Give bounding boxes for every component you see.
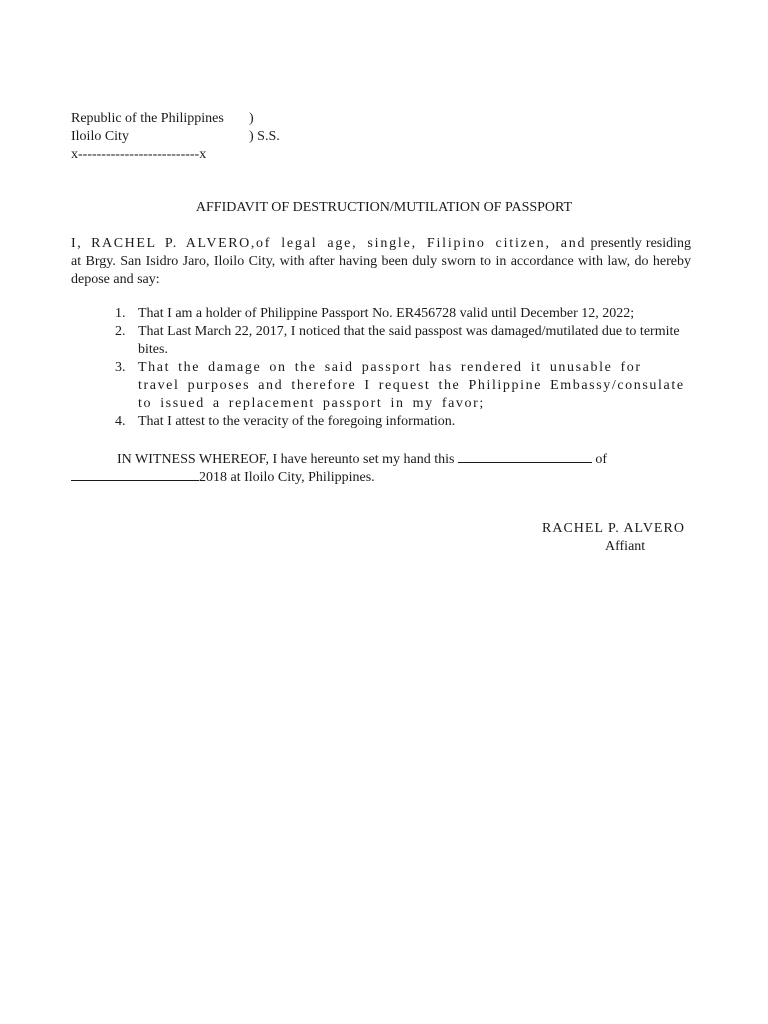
item-number: 3. [115,360,126,375]
item-number: 4. [115,414,126,429]
witness-line-1 [117,450,607,469]
document-title: AFFIDAVIT OF DESTRUCTION/MUTILATION OF PASSPORT [195,200,573,215]
affiant-label: Affiant [605,539,646,554]
venue-republic: Republic of the Philippines [71,111,224,126]
intro-name: I, RACHEL P. ALVERO, [71,236,256,251]
affiant-name: RACHEL P. ALVERO [542,521,685,536]
list-item [71,323,691,359]
witness-of: of [595,452,608,467]
list-item [71,413,691,431]
item-text: That I attest to the veracity of the foregoing information. [138,414,456,429]
statement-list [71,305,691,431]
intro-residence: presently residing at Brgy. San Isidro Jaro, Iloilo City, with after having been duly sworn to in accordance with law, do hereby depose and say: [71,236,692,287]
witness-text: IN WITNESS WHEREOF, I have hereunto set my hand this [117,452,455,467]
intro-status: of legal age, single, Filipino citizen, and [256,236,587,251]
intro-paragraph [71,235,691,289]
item-text: That Last March 22, 2017, I noticed that the said passpost was damaged/mutilated due to termite bites. [138,324,680,357]
venue-city: Iloilo City [71,129,129,144]
list-item [71,305,691,323]
venue-ss: ) S.S. [249,129,280,144]
list-item [71,359,691,413]
venue-separator: x--------------------------x [71,147,207,162]
day-blank-line [458,450,592,463]
witness-line-2 [71,468,375,487]
witness-place: 2018 at Iloilo City, Philippines. [199,470,375,485]
item-text: That I am a holder of Philippine Passport No. ER456728 valid until December 12, 2022; [138,306,635,321]
item-number: 2. [115,324,126,339]
item-number: 1. [115,306,126,321]
venue-republic-line [71,110,224,128]
month-blank-line [71,468,199,481]
item-text: That the damage on the said passport has rendered it unusable for travel purposes and therefore I request the Philippine Embassy/consulate to issued a replacement passport in my favor; [138,360,685,411]
venue-republic-paren: ) [249,111,254,126]
